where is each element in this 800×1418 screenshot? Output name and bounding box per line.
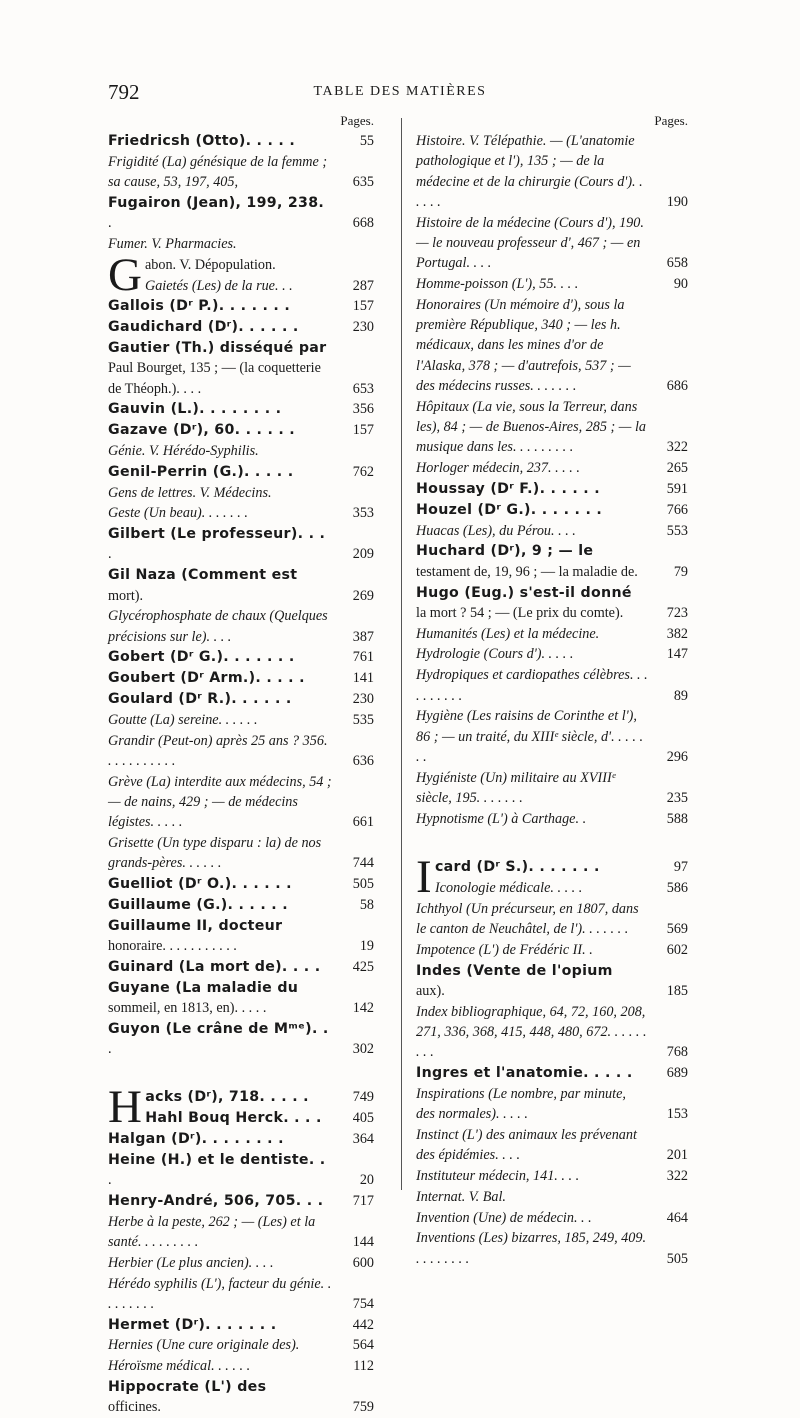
index-entry <box>108 606 374 647</box>
index-column-left <box>108 110 374 1418</box>
index-entry <box>108 234 374 254</box>
index-entry <box>108 895 374 915</box>
entry-text: Instituteur médecin, 141. . . . <box>416 1168 580 1185</box>
entry-page-number: 58 <box>359 896 374 913</box>
entry-text: Guelliot (Dʳ O.). . . . . . <box>108 876 292 893</box>
entry-text: Herbe à la peste, 262 ; — (Les) et la santé. . . . . . . . . <box>108 1213 316 1250</box>
entry-page-number: 744 <box>352 855 374 872</box>
index-entry <box>416 479 688 499</box>
entry-page-number: 269 <box>352 587 374 604</box>
entry-page-number: 600 <box>352 1254 374 1271</box>
entry-page-number: 147 <box>666 646 688 663</box>
index-entry <box>416 274 688 294</box>
entry-text: Gautier (Th.) disséqué par Paul Bourget, 135 ; — (la coquetterie de Théoph.). . . . <box>108 339 327 397</box>
index-entry <box>108 441 374 461</box>
entry-text: Hôpitaux (La vie, sous la Terreur, dans les), 84 ; — de Buenos-Aires, 285 ; — la musique dans les. . . . . . . . . <box>416 398 646 456</box>
entry-page-number: 265 <box>666 460 688 477</box>
entry-page-number: 762 <box>352 463 374 480</box>
entry-text: Hermet (Dʳ). . . . . . . <box>108 1316 277 1333</box>
index-entry <box>108 689 374 709</box>
entry-page-number: 636 <box>352 752 374 769</box>
index-entry <box>108 565 374 606</box>
entry-page-number: 564 <box>352 1337 374 1354</box>
entry-page-number: 602 <box>666 941 688 958</box>
entry-text: Homme-poisson (L'), 55. . . . <box>416 276 579 293</box>
entry-page-number: 505 <box>352 876 374 893</box>
entry-page-number: 766 <box>666 501 688 518</box>
entry-text: Houssay (Dʳ F.). . . . . . <box>416 481 600 498</box>
index-entry <box>108 1377 374 1418</box>
entry-page-number: 230 <box>352 691 374 708</box>
index-entry <box>416 768 688 809</box>
entry-page-number: 185 <box>666 982 688 999</box>
entry-page-number: 387 <box>352 628 374 645</box>
index-entry <box>108 152 374 193</box>
entry-page-number: 55 <box>359 133 374 149</box>
entry-text: Génie. V. Hérédo-Syphilis. <box>108 442 259 459</box>
index-entry <box>416 1166 688 1186</box>
entry-page-number: 761 <box>352 649 374 666</box>
entry-page-number: 20 <box>359 1172 374 1189</box>
entry-page-number: 754 <box>352 1295 374 1312</box>
entry-page-number: 157 <box>352 298 374 315</box>
entry-text: Halgan (Dʳ). . . . . . . . <box>108 1130 284 1147</box>
index-entry <box>108 1212 374 1253</box>
column-divider <box>401 118 402 1190</box>
entry-list <box>416 131 688 1269</box>
index-entry <box>416 665 688 706</box>
entry-page-number: 287 <box>352 277 374 294</box>
index-entry <box>416 644 688 664</box>
entry-text: Horloger médecin, 237. . . . . <box>416 460 580 477</box>
entry-page-number: 442 <box>352 1316 374 1333</box>
entry-text: Héroïsme médical. . . . . . <box>108 1358 251 1375</box>
entry-text: Gens de lettres. V. Médecins. <box>108 484 272 501</box>
index-entry <box>416 541 688 582</box>
entry-text: Genil-Perrin (G.). . . . . <box>108 463 294 480</box>
entry-page-number: 635 <box>352 174 374 191</box>
entry-page-number: 591 <box>666 481 688 498</box>
entry-page-number: 661 <box>352 814 374 831</box>
pages-heading: Pages. <box>340 113 374 128</box>
index-entry <box>108 1191 374 1211</box>
entry-text: Hugo (Eug.) s'est-il donné la mort ? 54 ; — (Le prix du comte). <box>416 584 632 621</box>
entry-page-number: 464 <box>666 1209 688 1226</box>
index-entry <box>416 1228 688 1269</box>
index-entry <box>108 1108 374 1128</box>
index-entry <box>416 295 688 396</box>
index-entry <box>416 940 688 960</box>
entry-page-number: 588 <box>666 810 688 827</box>
index-entry <box>416 1187 688 1207</box>
entry-text: Gobert (Dʳ G.). . . . . . . <box>108 649 295 666</box>
index-entry <box>108 276 374 296</box>
entry-page-number: 768 <box>666 1044 688 1061</box>
entry-text: Goubert (Dʳ Arm.). . . . . <box>108 670 305 687</box>
entry-page-number: 142 <box>352 999 374 1016</box>
entry-text: Herbier (Le plus ancien). . . . <box>108 1254 274 1271</box>
entry-text: Internat. V. Bal. <box>416 1188 506 1205</box>
entry-text: Fumer. V. Pharmacies. <box>108 235 237 252</box>
entry-text: Inspirations (Le nombre, par minute, des normales). . . . . <box>416 1085 626 1123</box>
entry-page-number: 759 <box>352 1399 374 1416</box>
index-entry <box>108 1253 374 1273</box>
entry-page-number: 353 <box>352 505 374 522</box>
entry-page-number: 89 <box>673 687 688 704</box>
entry-text: Henry-André, 506, 705. . . <box>108 1192 324 1209</box>
entry-page-number: 586 <box>666 879 688 896</box>
index-entry <box>108 524 374 565</box>
entry-text: Hérédo syphilis (L'), facteur du génie. . . . . . . . . <box>108 1275 332 1312</box>
entry-text: Inventions (Les) bizarres, 185, 249, 409. . . . . . . . . <box>416 1230 647 1267</box>
entry-page-number: 717 <box>352 1192 374 1209</box>
index-entry <box>416 1063 688 1083</box>
index-entry <box>108 296 374 316</box>
entry-text: Guinard (La mort de). . . . <box>108 958 321 975</box>
entry-text: Guyane (La maladie du sommeil, en 1813, en). . . . . <box>108 979 299 1016</box>
entry-page-number: 322 <box>666 439 688 456</box>
entry-page-number: 201 <box>666 1147 688 1164</box>
entry-text: Hypnotisme (L') à Carthage. . <box>416 810 587 827</box>
index-entry <box>416 809 688 829</box>
index-entry <box>108 957 374 977</box>
entry-text: Frigidité (La) génésique de la femme ; sa cause, 53, 197, 405, <box>108 153 328 191</box>
index-entry <box>108 1356 374 1376</box>
entry-text: Goulard (Dʳ R.). . . . . . <box>108 691 292 708</box>
index-entry <box>416 521 688 541</box>
entry-text: Invention (Une) de médecin. . . <box>416 1209 592 1226</box>
entry-text: Hydropiques et cardiopathes célèbres. . . . . . . . . . <box>416 667 648 704</box>
entry-text: Impotence (L') de Frédéric II. . <box>416 941 593 958</box>
index-entry <box>108 483 374 503</box>
entry-page-number: 322 <box>666 1168 688 1185</box>
index-entry <box>416 1002 688 1063</box>
entry-text: Guillaume (G.). . . . . . <box>108 896 288 913</box>
entry-page-number: 686 <box>666 378 688 395</box>
index-entry <box>108 731 374 772</box>
entry-text: Grandir (Peut-on) après 25 ans ? 356. . . . . . . . . . . <box>108 732 328 769</box>
entry-page-number: 79 <box>673 563 688 580</box>
entry-text: Goutte (La) sereine. . . . . . <box>108 711 258 728</box>
entry-text: Index bibliographique, 64, 72, 160, 208, 271, 336, 368, 415, 448, 480, 672. . . . . . . . . <box>416 1003 647 1061</box>
entry-text: Huacas (Les), du Pérou. . . . <box>416 522 576 539</box>
index-entry <box>416 624 688 644</box>
entry-page-number: 19 <box>359 938 374 955</box>
index-entry <box>108 338 374 399</box>
entry-page-number: 749 <box>352 1089 374 1106</box>
entry-text: Gazave (Dʳ), 60. . . . . . <box>108 422 295 439</box>
index-entry <box>416 878 688 898</box>
entry-page-number: 190 <box>666 193 688 210</box>
running-title: TABLE DES MATIÈRES <box>313 84 487 99</box>
entry-text: Hahl Bouq Herck. . . . <box>145 1110 322 1127</box>
entry-text: Guyon (Le crâne de Mᵐᵉ). . . <box>108 1020 329 1058</box>
entry-text: Glycérophosphate de chaux (Quelques précisions sur le). . . . <box>108 608 328 645</box>
entry-text: Hacks (Dʳ), 718. . . . . <box>108 1081 309 1134</box>
page-number: 792 <box>108 80 140 104</box>
entry-page-number: 405 <box>352 1110 374 1127</box>
index-entry <box>108 1129 374 1149</box>
index-entry <box>416 961 688 1002</box>
index-entry <box>416 458 688 478</box>
entry-page-number: 97 <box>673 859 688 876</box>
index-entry <box>416 706 688 767</box>
index-entry <box>108 874 374 894</box>
entry-text: Ingres et l'anatomie. . . . . <box>416 1065 633 1082</box>
entry-page-number: 505 <box>666 1250 688 1267</box>
entry-text: Iconologie médicale. . . . . <box>434 879 583 896</box>
entry-page-number: 153 <box>666 1106 688 1123</box>
index-entry <box>108 131 374 151</box>
entry-page-number: 209 <box>352 546 374 563</box>
entry-page-number: 364 <box>352 1130 374 1147</box>
entry-text: Friedricsh (Otto). . . . . <box>108 133 296 149</box>
index-entry <box>108 317 374 337</box>
index-entry <box>108 710 374 730</box>
entry-text: Gil Naza (Comment est mort). <box>108 567 298 604</box>
entry-text: Gallois (Dʳ P.). . . . . . . <box>108 298 291 315</box>
index-entry <box>108 399 374 419</box>
entry-text: Instinct (L') des animaux les prévenant des épidémies. . . . <box>416 1126 637 1164</box>
entry-text: Hippocrate (L') des officines. <box>108 1379 267 1416</box>
index-entry <box>108 1150 374 1191</box>
entry-text: Gaudichard (Dʳ). . . . . . <box>108 319 299 336</box>
entry-page-number: 668 <box>352 215 374 232</box>
entry-page-number: 569 <box>666 920 688 937</box>
entry-page-number: 112 <box>353 1358 374 1375</box>
entry-text: Humanités (Les) et la médecine. <box>416 625 600 642</box>
entry-text: Histoire. V. Télépathie. — (L'anatomie pathologique et l'), 135 ; — de la médecine et de la chirurgie (Cours d'). . . . . . <box>416 133 643 210</box>
index-entry <box>108 647 374 667</box>
entry-page-number: 658 <box>666 255 688 272</box>
entry-text: Hydrologie (Cours d'). . . . . <box>416 646 574 663</box>
index-entry <box>108 1019 374 1060</box>
index-entry <box>416 1208 688 1228</box>
entry-text: Grisette (Un type disparu : la) de nos grands-pères. . . . . . <box>108 835 322 872</box>
index-entry <box>108 833 374 874</box>
index-entry <box>416 899 688 940</box>
index-entry <box>416 213 688 274</box>
entry-page-number: 296 <box>666 748 688 765</box>
entry-text: Hygiéniste (Un) militaire au XVIIIᵉ siècle, 195. . . . . . . <box>416 769 616 806</box>
entry-text: Hygiène (Les raisins de Corinthe et l'), 86 ; — un traité, du XIIIᵉ siècle, d'. . . . . . . <box>416 708 644 765</box>
index-entry <box>108 772 374 833</box>
entry-page-number: 425 <box>352 958 374 975</box>
entry-text: Gauvin (L.). . . . . . . . <box>108 401 282 418</box>
entry-page-number: 723 <box>666 604 688 621</box>
entry-page-number: 689 <box>666 1065 688 1082</box>
entry-text: Gabon. V. Dépopulation. <box>108 248 276 301</box>
index-entry <box>416 1084 688 1125</box>
entry-page-number: 535 <box>352 711 374 728</box>
entry-page-number: 302 <box>352 1041 374 1058</box>
entry-text: Histoire de la médecine (Cours d'), 190. — le nouveau professeur d', 467 ; — en Portugal. . . . <box>416 214 644 272</box>
index-entry <box>108 978 374 1019</box>
pages-heading: Pages. <box>654 113 688 128</box>
entry-text: Huchard (Dʳ), 9 ; — le testament de, 19, 96 ; — la maladie de. <box>416 543 638 580</box>
entry-text: Icard (Dʳ S.). . . . . . . <box>416 851 600 904</box>
entry-text: Ichthyol (Un précurseur, en 1807, dans le canton de Neuchâtel, de l'). . . . . . . <box>416 900 639 937</box>
entry-text: Gaietés (Les) de la rue. . . <box>144 277 293 294</box>
index-column-right <box>416 110 688 1270</box>
entry-page-number: 235 <box>666 790 688 806</box>
index-entry <box>416 397 688 458</box>
entry-text: Fugairon (Jean), 199, 238. . <box>108 194 325 232</box>
entry-page-number: 144 <box>352 1233 374 1250</box>
entry-text: Hernies (Une cure originale des). <box>108 1337 300 1354</box>
index-entry <box>108 503 374 523</box>
index-entry <box>416 500 688 520</box>
entry-text: Honoraires (Un mémoire d'), sous la première République, 340 ; — les h. médicaux, dans les mines d'or de l'Alaska, 378 ; — d'autrefois, 537 ; — des médecins russes. . . . . . . <box>416 296 631 395</box>
entry-text: Guillaume II, docteur honoraire. . . . . . . . . . . <box>108 917 283 955</box>
index-entry <box>108 420 374 440</box>
entry-text: Geste (Un beau). . . . . . . <box>108 505 248 522</box>
entry-page-number: 356 <box>352 401 374 418</box>
entry-text: Gilbert (Le professeur). . . . <box>108 526 326 563</box>
entry-text: Grève (La) interdite aux médecins, 54 ; — de nains, 429 ; — de médecins légistes. . . . . <box>108 773 332 831</box>
index-entry <box>416 583 688 624</box>
index-entry <box>108 1274 374 1315</box>
entry-text: Houzel (Dʳ G.). . . . . . . <box>416 501 603 518</box>
index-entry <box>108 1315 374 1335</box>
entry-list <box>108 131 374 1418</box>
index-entry <box>108 193 374 234</box>
index-entry <box>108 462 374 482</box>
entry-page-number: 653 <box>352 380 374 397</box>
entry-page-number: 230 <box>352 319 374 336</box>
entry-text: Indes (Vente de l'opium aux). <box>416 962 613 999</box>
index-entry <box>108 916 374 957</box>
entry-page-number: 157 <box>352 422 374 439</box>
entry-text: Heine (H.) et le dentiste. . . <box>108 1151 326 1189</box>
index-entry <box>108 1335 374 1355</box>
entry-page-number: 90 <box>673 276 688 293</box>
entry-page-number: 382 <box>666 625 688 642</box>
entry-page-number: 553 <box>666 522 688 539</box>
entry-page-number: 141 <box>352 670 374 687</box>
index-entry <box>416 131 688 212</box>
index-entry <box>108 668 374 688</box>
index-entry <box>416 1125 688 1166</box>
